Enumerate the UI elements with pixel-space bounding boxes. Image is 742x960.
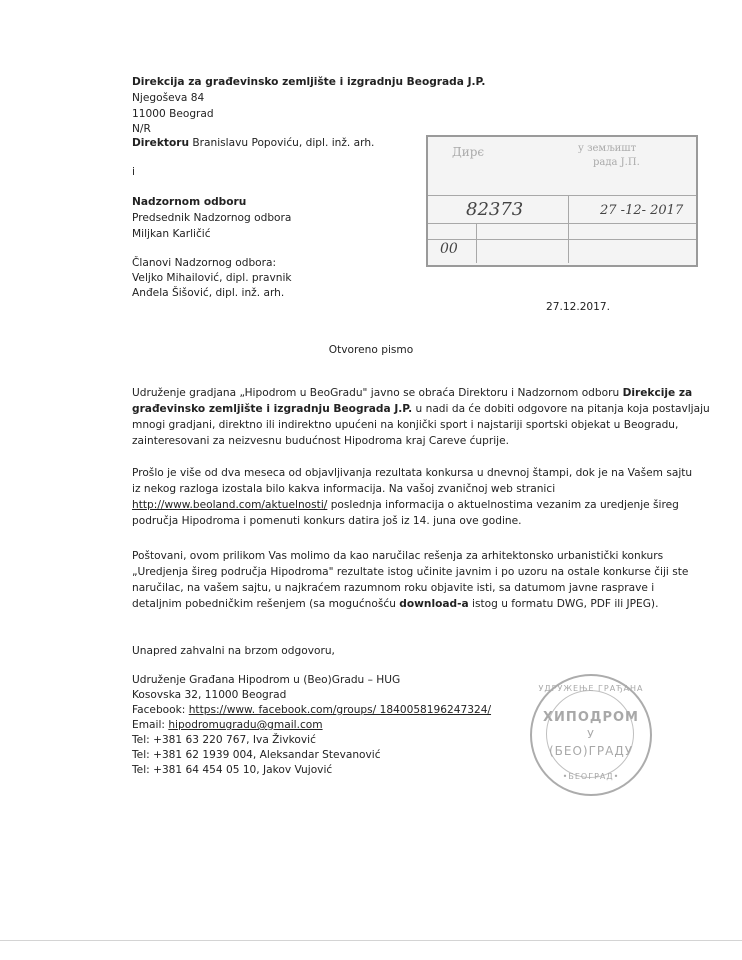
paragraph-line: mnogi gradjani, direktno ili indirektno upućeni na konjički sport i najstariji sportski objekat u Beogradu,: [132, 419, 679, 431]
seal-text-city: •БЕОГРАД•: [562, 772, 620, 781]
paragraph-intro: [132, 385, 710, 449]
stamp-registry-date: 27 -12- 2017: [600, 203, 684, 218]
board-president-role: Predsednik Nadzornog odbora: [132, 212, 292, 224]
recipient-director: [132, 137, 374, 150]
paragraph-line: [132, 385, 693, 401]
paragraph-line: [132, 596, 659, 612]
recipient-nr: N/R: [132, 123, 151, 135]
paragraph-website: [132, 465, 693, 529]
paragraph-line: [132, 497, 679, 513]
text-run: istog u formatu DWG, PDF ili JPEG).: [468, 598, 659, 610]
seal-text-line-2: У: [587, 728, 595, 741]
text-run-bold: download-a: [399, 598, 469, 610]
director-label: Direktoru: [132, 137, 189, 149]
stamp-row-line: [428, 195, 696, 196]
paragraph-line: zainteresovani za neizvesnu budućnost Hipodroma kraj Careve ćuprije.: [132, 435, 509, 447]
beoland-link[interactable]: http://www.beoland.com/aktuelnosti/: [132, 499, 328, 511]
board-members-label: Članovi Nadzornog odbora:: [132, 257, 277, 269]
signature-tel-1: Tel: +381 63 220 767, Iva Živković: [132, 734, 316, 746]
paragraph-request: [132, 548, 689, 612]
paragraph-line: naručilac, na vašem sajtu, u najkraćem razumnom roku objavite isti, sa datumom javne rasprave i: [132, 582, 655, 594]
facebook-label: Facebook:: [132, 704, 189, 716]
paragraph-line: „Uredjenja šireg područja Hipodroma" rezultate istog učinite javnim i po uzoru na ostale konkurse čiji ste: [132, 566, 689, 578]
letter-date: 27.12.2017.: [546, 301, 611, 313]
closing-line: Unapred zahvalni na brzom odgovoru,: [132, 645, 335, 657]
stamp-registry-number: 82373: [466, 199, 524, 220]
seal-text-line-1: ХИПОДРОМ: [543, 710, 639, 725]
paragraph-line: Prošlo je više od dva meseca od objavljivanja rezultata konkursa u dnevnoj štampi, dok je na Vašem sajtu: [132, 467, 693, 479]
seal-text-line-3: (БЕО)ГРАДУ: [548, 744, 634, 758]
recipient-city: 11000 Beograd: [132, 108, 214, 120]
board-member-2: Anđela Šišović, dipl. inž. arh.: [132, 287, 285, 299]
recipient-street: Njegoševa 84: [132, 92, 205, 104]
board-president-name: Miljkan Karličić: [132, 228, 211, 240]
board-member-1: Veljko Mihailović, dipl. pravnik: [132, 272, 292, 284]
signature-email: [132, 719, 323, 732]
email-label: Email:: [132, 719, 169, 731]
stamp-registry-code: 00: [440, 241, 458, 257]
signature-tel-3: Tel: +381 64 454 05 10, Jakov Vujović: [132, 764, 333, 776]
paragraph-line: Poštovani, ovom prilikom Vas molimo da kao naručilac rešenja za arhitektonsko urbanistički konkurs: [132, 550, 664, 562]
stamp-row-line: [428, 223, 696, 224]
text-run-bold: Direkcije za: [622, 387, 693, 399]
stamp-faded-header-right-2: рада Ј.П.: [593, 157, 640, 168]
recipient-org: Direkcija za građevinsko zemljište i izgradnju Beograda J.P.: [132, 76, 486, 88]
text-run: detaljnim pobedničkim rešenjem (sa mogućnošću: [132, 598, 400, 610]
paragraph-line: [132, 401, 710, 417]
facebook-link[interactable]: https://www. facebook.com/groups/ 1840058196247324/: [188, 704, 492, 716]
page-bottom-edge: [0, 940, 742, 941]
text-run: poslednja informacija o aktuelnostima vezanim za uredjenje šireg: [327, 499, 679, 511]
signature-org: Udruženje Građana Hipodrom u (Beo)Gradu – HUG: [132, 674, 401, 686]
email-link[interactable]: hipodromugradu@gmail.com: [168, 719, 323, 731]
seal-arc-text: УДРУЖЕЊЕ ГРАЂАНА: [538, 684, 644, 693]
signature-tel-2: Tel: +381 62 1939 004, Aleksandar Stevanović: [132, 749, 381, 761]
board-heading: Nadzornom odboru: [132, 196, 247, 208]
text-run: u nadi da će dobiti odgovore na pitanja koja postavljaju: [412, 403, 710, 415]
stamp-col-line: [476, 223, 477, 263]
director-name: Branislavu Popoviću, dipl. inž. arh.: [189, 137, 375, 149]
registry-stamp: [426, 135, 698, 267]
paragraph-line: područja Hipodroma i pomenuti konkurs datira još iz 14. juna ove godine.: [132, 515, 522, 527]
stamp-col-line: [568, 195, 569, 263]
signature-facebook: [132, 704, 491, 717]
stamp-row-line: [428, 239, 696, 240]
text-run-bold: građevinsko zemljište i izgradnju Beograda J.P.: [132, 403, 413, 415]
paragraph-line: iz nekog razloga izostala bilo kakva informacija. Na vašoj zvaničnoj web stranici: [132, 483, 556, 495]
stamp-faded-header-right: у земљишт: [578, 143, 637, 154]
stamp-faded-header-left: Дирє: [452, 145, 485, 159]
text-run: Udruženje gradjana „Hipodrom u BeoGradu" javno se obraća Direktoru i Nadzornom odboru: [132, 387, 623, 399]
organization-seal: [530, 674, 652, 796]
conjunction-and: i: [132, 166, 135, 178]
letter-title: Otvoreno pismo: [328, 344, 414, 356]
signature-address: Kosovska 32, 11000 Beograd: [132, 689, 287, 701]
